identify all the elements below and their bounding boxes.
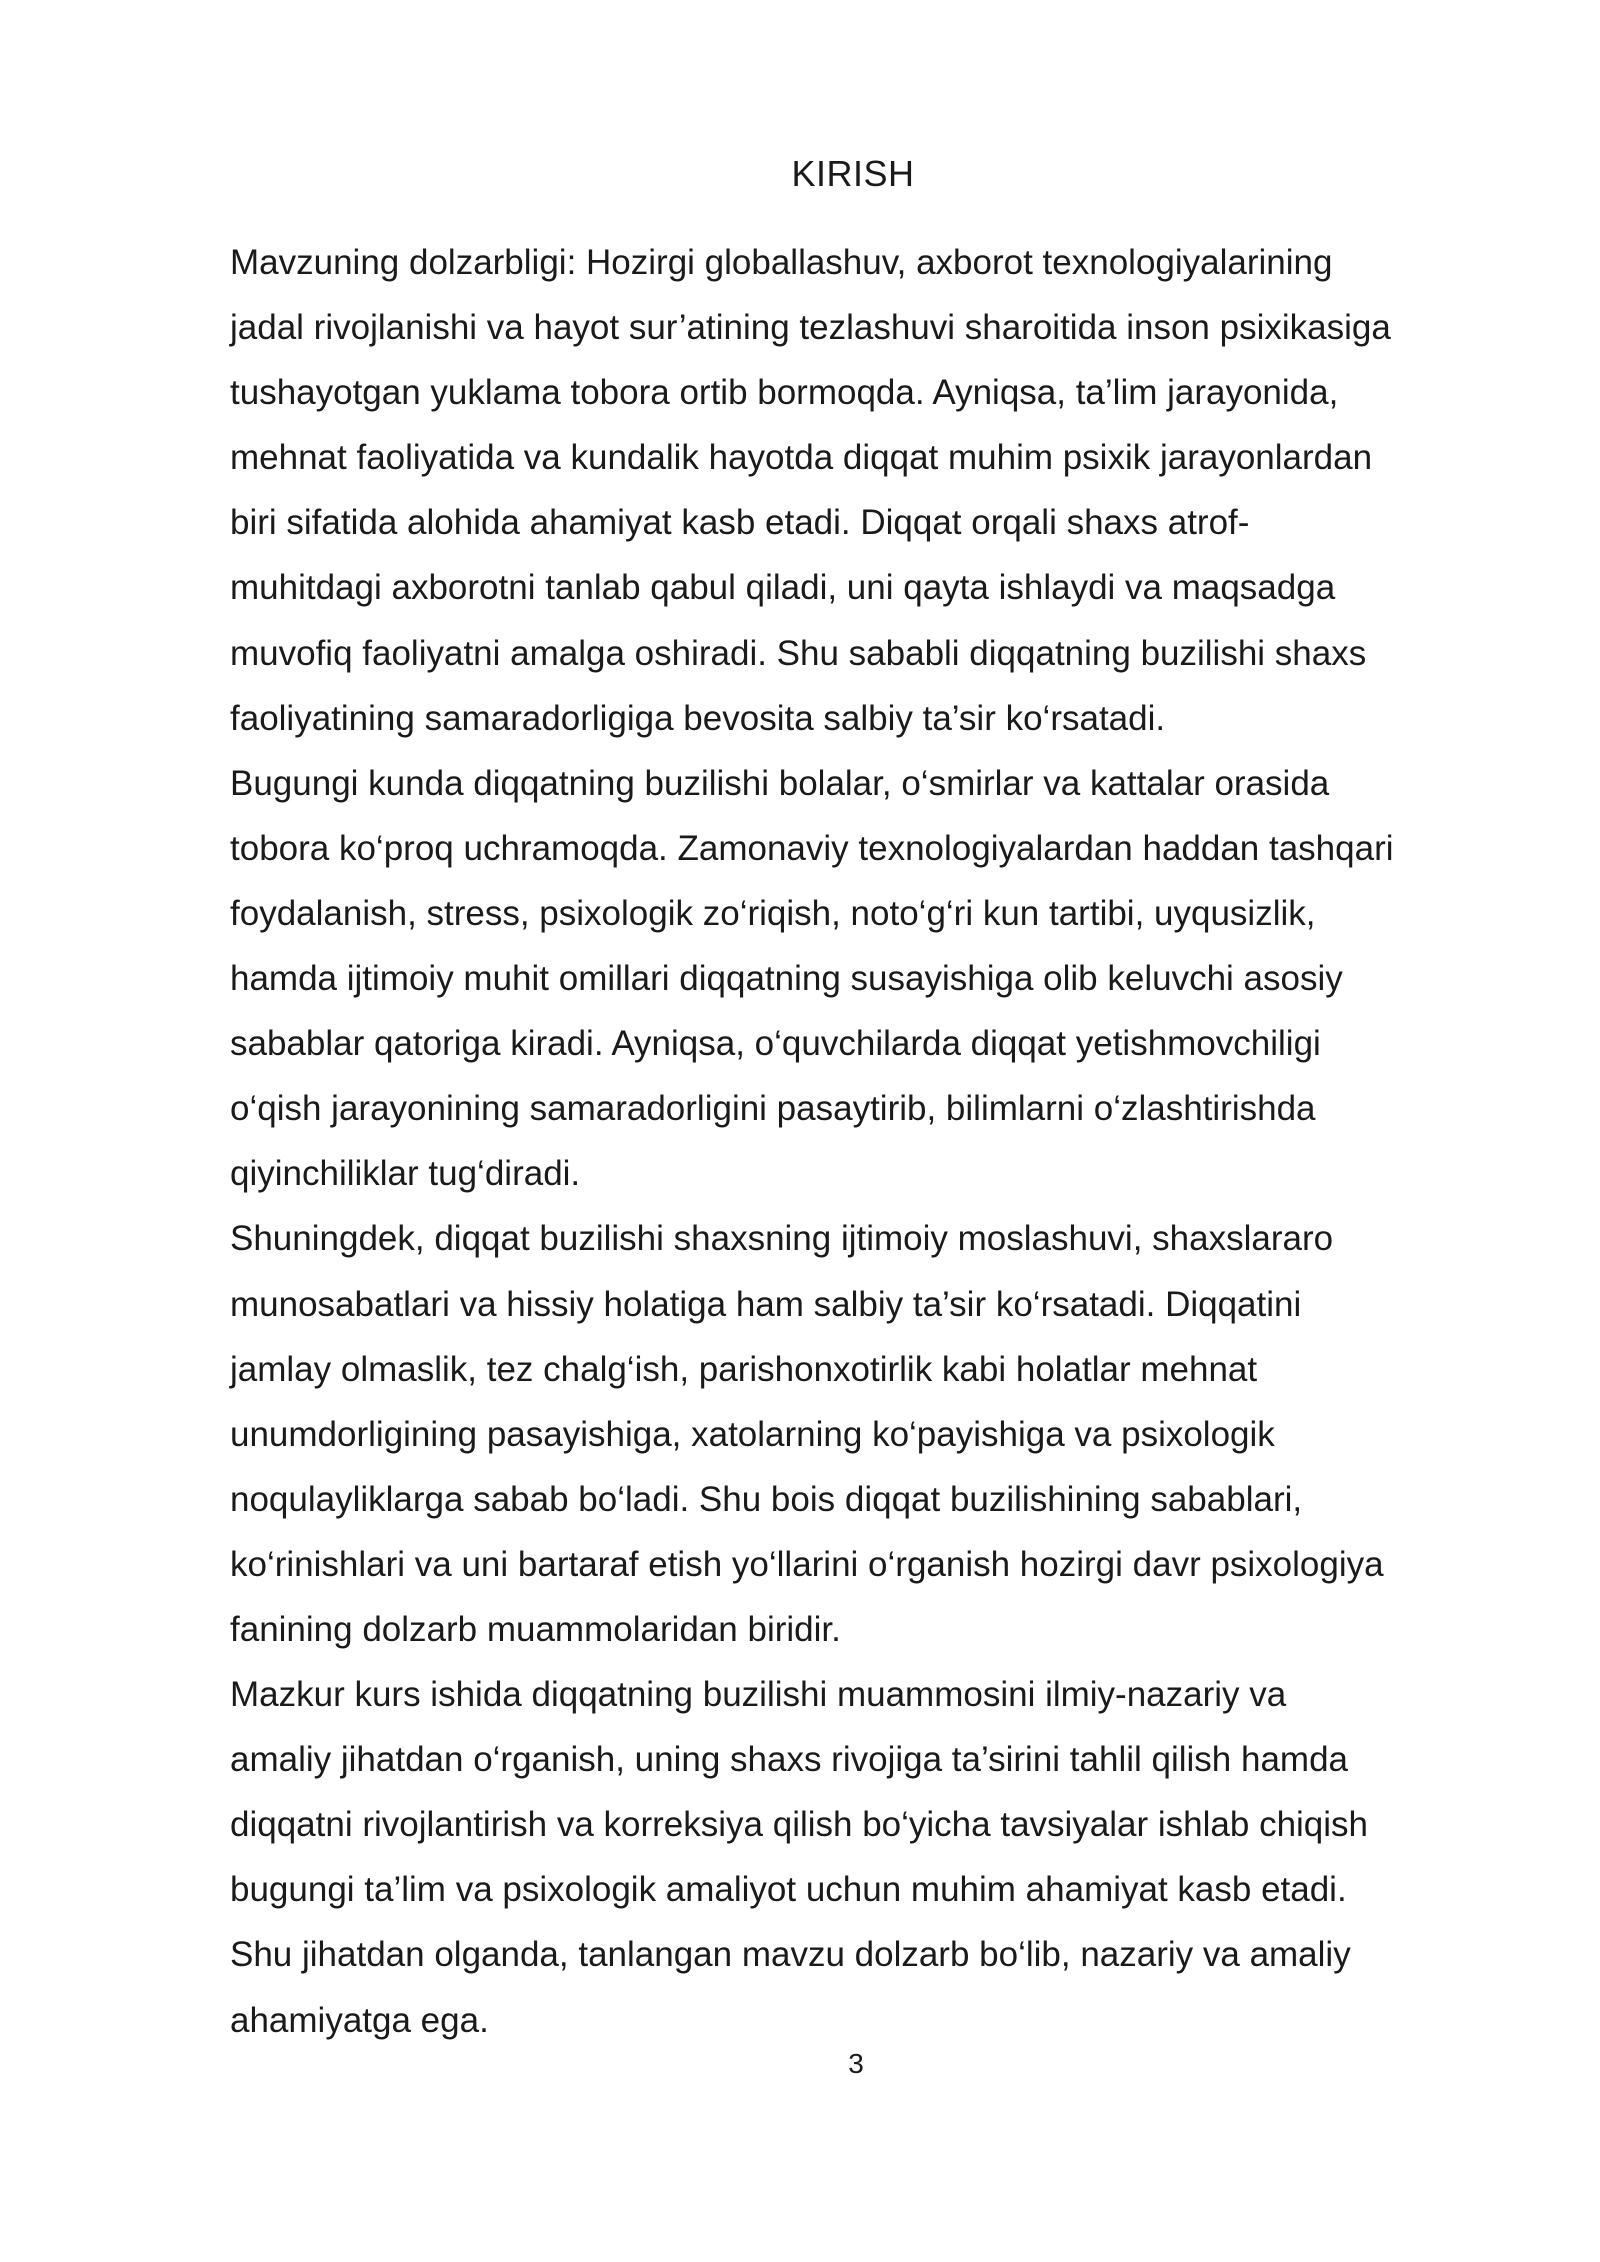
text-line: o‘qish jarayonining samaradorligini pasaytirib, bilimlarni o‘zlashtirishda [230,1089,1316,1129]
text-line: Shuningdek, diqqat buzilishi shaxsning ijtimoiy moslashuvi, shaxslararo [230,1219,1334,1259]
text-line: biri sifatida alohida ahamiyat kasb etadi. Diqqat orqali shaxs atrof- [230,503,1250,543]
text-line: jamlay olmaslik, tez chalg‘ish, parishonxotirlik kabi holatlar mehnat [230,1349,1258,1389]
text-line: tobora ko‘proq uchramoqda. Zamonaviy texnologiyalardan haddan tashqari [230,828,1394,868]
text-line: Shu jihatdan olganda, tanlangan mavzu dolzarb bo‘lib, nazariy va amaliy [230,1935,1351,1975]
section-title: KIRISH [791,153,915,194]
text-line: munosabatlari va hissiy holatiga ham salbiy ta’sir ko‘rsatadi. Diqqatini [230,1284,1302,1324]
text-line: unumdorligining pasayishiga, xatolarning ko‘payishiga va psixologik [230,1414,1275,1454]
text-line: mehnat faoliyatida va kundalik hayotda diqqat muhim psixik jarayonlardan [230,438,1373,478]
text-line: qiyinchiliklar tug‘diradi. [230,1154,581,1194]
text-line: sabablar qatoriga kiradi. Ayniqsa, o‘quvchilarda diqqat yetishmovchiligi [230,1024,1321,1064]
text-line: Bugungi kunda diqqatning buzilishi bolalar, o‘smirlar va kattalar orasida [230,763,1330,803]
body-text [230,230,1530,2053]
text-line: amaliy jihatdan o‘rganish, uning shaxs rivojiga ta’sirini tahlil qilish hamda [230,1740,1349,1780]
text-line: bugungi ta’lim va psixologik amaliyot uchun muhim ahamiyat kasb etadi. [230,1870,1347,1910]
text-line: ko‘rinishlari va uni bartaraf etish yo‘llarini o‘rganish hozirgi davr psixologiya [230,1544,1384,1584]
text-line: noqulayliklarga sabab bo‘ladi. Shu bois diqqat buzilishining sabablari, [230,1479,1303,1519]
text-line: faoliyatining samaradorligiga bevosita salbiy ta’sir ko‘rsatadi. [230,698,1166,738]
text-line: tushayotgan yuklama tobora ortib bormoqda. Ayniqsa, ta’lim jarayonida, [230,373,1339,413]
text-line: hamda ijtimoiy muhit omillari diqqatning susayishiga olib keluvchi asosiy [230,959,1343,999]
text-line: diqqatni rivojlantirish va korreksiya qilish bo‘yicha tavsiyalar ishlab chiqish [230,1805,1369,1845]
text-line: Mavzuning dolzarbligi: Hozirgi globallashuv, axborot texnologiyalarining [230,243,1333,282]
page-number: 3 [848,2048,864,2079]
text-line: Mazkur kurs ishida diqqatning buzilishi muammosini ilmiy-nazariy va [230,1675,1287,1715]
text-line: jadal rivojlanishi va hayot sur’atining tezlashuvi sharoitida inson psixikasiga [230,308,1391,348]
text-line: muhitdagi axborotni tanlab qabul qiladi, uni qayta ishlaydi va maqsadga [230,568,1336,608]
text-line: muvofiq faoliyatni amalga oshiradi. Shu sababli diqqatning buzilishi shaxs [230,633,1367,673]
text-line: foydalanish, stress, psixologik zo‘riqish, noto‘g‘ri kun tartibi, uyqusizlik, [230,893,1316,933]
text-line: ahamiyatga ega. [230,2000,489,2040]
text-line: fanining dolzarb muammolaridan biridir. [230,1609,841,1649]
